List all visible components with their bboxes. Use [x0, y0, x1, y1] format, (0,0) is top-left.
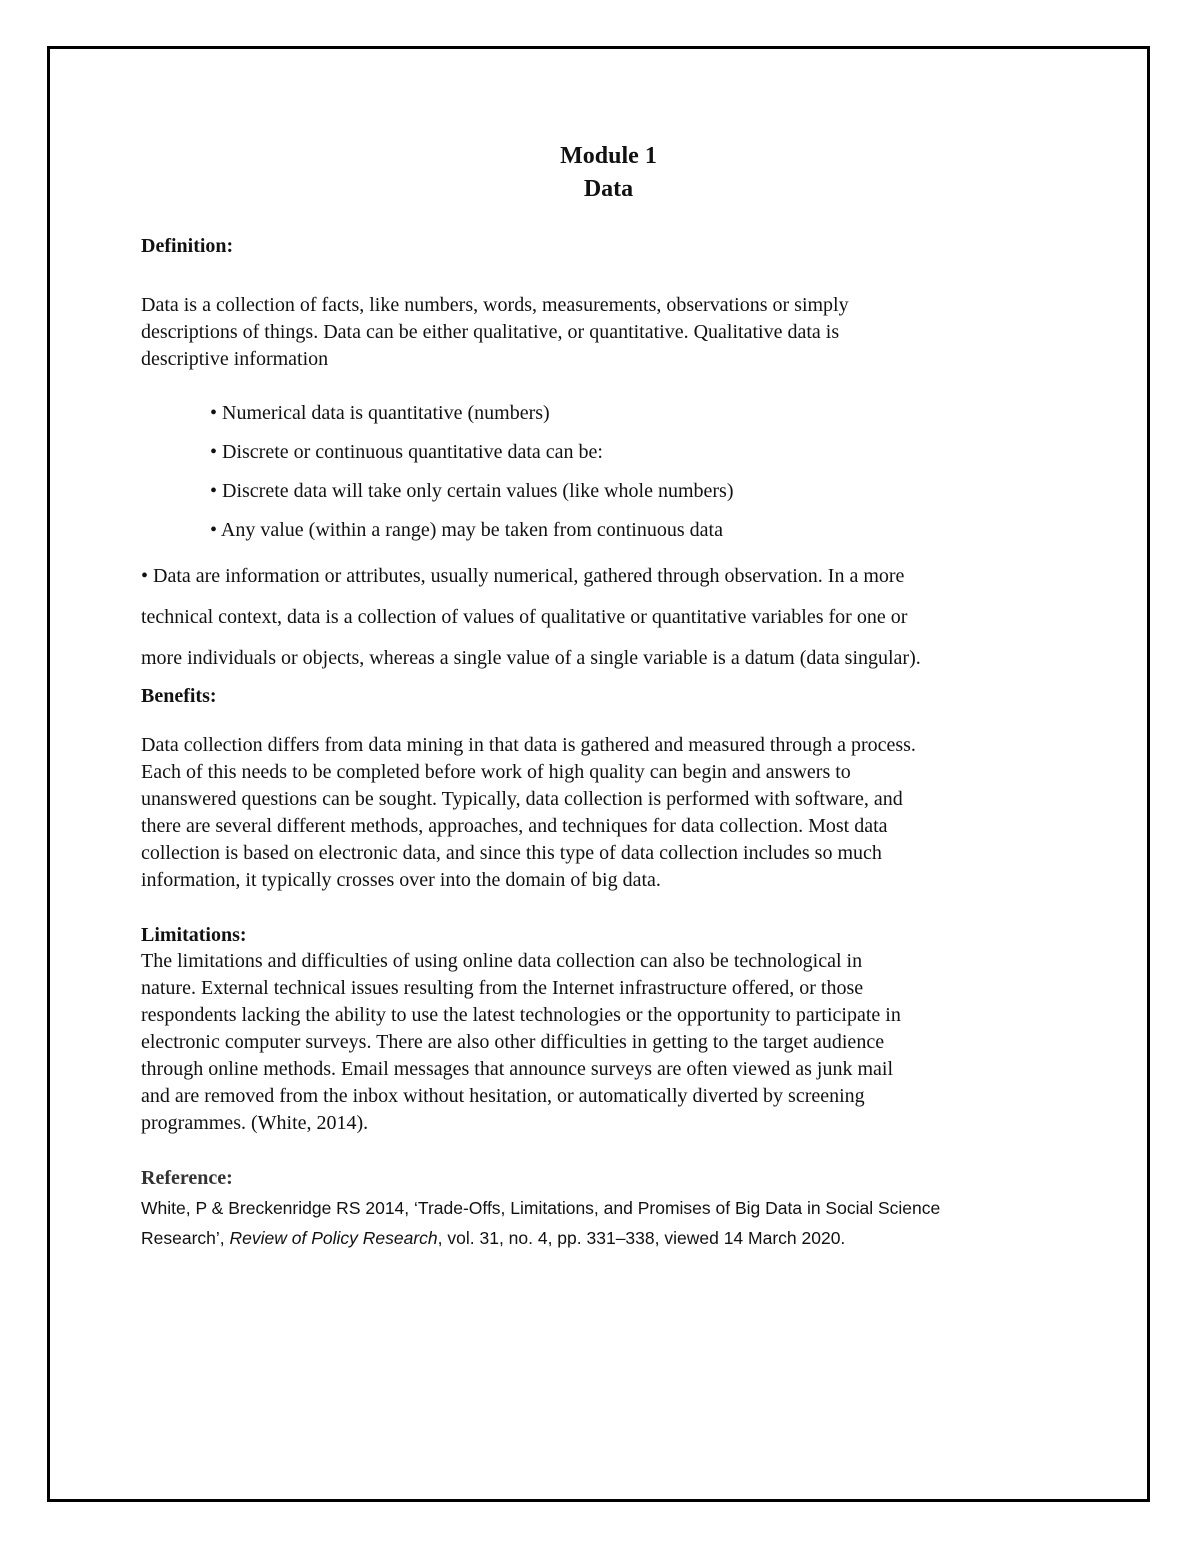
- limitations-heading: Limitations:: [141, 924, 247, 946]
- paragraph-line: and are removed from the inbox without hesitation, or automatically diverted by screening: [141, 1085, 865, 1107]
- paragraph-line: nature. External technical issues resulting from the Internet infrastructure offered, or those: [141, 977, 864, 999]
- bullet-item: • Numerical data is quantitative (numbers): [210, 402, 550, 424]
- paragraph-line: descriptive information: [141, 348, 329, 370]
- paragraph-line: more individuals or objects, whereas a single value of a single variable is a datum (data singular).: [141, 647, 921, 669]
- definition-bullets: [141, 400, 1076, 543]
- data-description-paragraph: [141, 556, 1076, 679]
- module-title: Module 1: [560, 143, 657, 169]
- paragraph-line: through online methods. Email messages that announce surveys are often viewed as junk mail: [141, 1058, 894, 1080]
- paragraph-line: descriptions of things. Data can be either qualitative, or quantitative. Qualitative data is: [141, 321, 840, 343]
- paragraph-line: respondents lacking the ability to use the latest technologies or the opportunity to participate in: [141, 1004, 901, 1026]
- definition-paragraph: [141, 292, 1076, 373]
- paragraph-line: programmes. (White, 2014).: [141, 1112, 369, 1134]
- paragraph-line: The limitations and difficulties of using online data collection can also be technological in: [141, 950, 863, 972]
- paragraph-line: Each of this needs to be completed before work of high quality can begin and answers to: [141, 761, 851, 783]
- paragraph-line: information, it typically crosses over into the domain of big data.: [141, 869, 661, 891]
- benefits-heading: Benefits:: [141, 685, 217, 707]
- paragraph-line: electronic computer surveys. There are also other difficulties in getting to the target audience: [141, 1031, 885, 1053]
- reference-heading: Reference:: [141, 1167, 233, 1189]
- bullet-item: • Discrete or continuous quantitative data can be:: [210, 441, 603, 463]
- paragraph-line: there are several different methods, approaches, and techniques for data collection. Most data: [141, 815, 888, 837]
- citation-line: [141, 1223, 1076, 1253]
- journal-title: Review of Policy Research: [229, 1228, 438, 1248]
- citation-line: White, P & Breckenridge RS 2014, ‘Trade-Offs, Limitations, and Promises of Big Data in Social Science: [141, 1198, 941, 1218]
- bullet-item: • Any value (within a range) may be taken from continuous data: [210, 519, 723, 541]
- paragraph-line: Data collection differs from data mining in that data is gathered and measured through a process.: [141, 734, 916, 756]
- reference-citation: [141, 1193, 1076, 1253]
- bullet-item: • Discrete data will take only certain values (like whole numbers): [210, 480, 734, 502]
- limitations-paragraph: [141, 948, 1076, 1137]
- document-content: [141, 140, 1076, 1253]
- citation-segment: Research’,: [141, 1228, 230, 1248]
- benefits-paragraph: [141, 732, 1076, 894]
- paragraph-line: • Data are information or attributes, usually numerical, gathered through observation. In a more: [141, 565, 905, 587]
- paragraph-line: Data is a collection of facts, like numbers, words, measurements, observations or simply: [141, 294, 849, 316]
- definition-heading: Definition:: [141, 235, 234, 257]
- citation-segment: , vol. 31, no. 4, pp. 331–338, viewed 14 March 2020.: [437, 1228, 846, 1248]
- paragraph-line: collection is based on electronic data, and since this type of data collection includes so much: [141, 842, 882, 864]
- paragraph-line: technical context, data is a collection of values of qualitative or quantitative variables for one or: [141, 606, 908, 628]
- paragraph-line: unanswered questions can be sought. Typically, data collection is performed with software, and: [141, 788, 903, 810]
- module-subtitle: Data: [583, 176, 634, 202]
